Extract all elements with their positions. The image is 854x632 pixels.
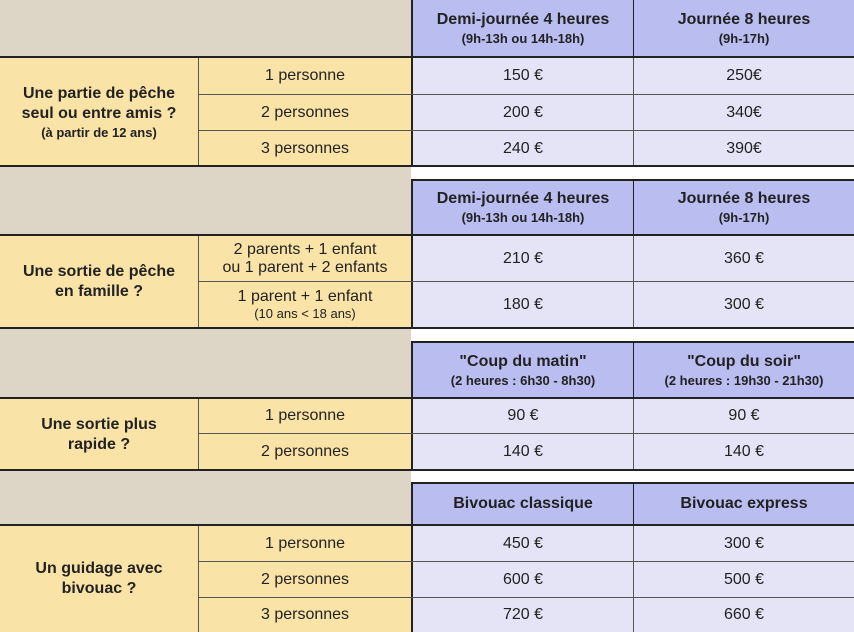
header-bivouac-classic [411, 482, 633, 524]
header-subtitle: (9h-17h) [718, 210, 770, 225]
category-line: Une partie de pêche [22, 84, 176, 102]
category-line: seul ou entre amis ? [21, 104, 177, 122]
option-label: 2 personnes [260, 103, 350, 121]
option-cell [199, 562, 411, 597]
price-value: 180 € [502, 295, 544, 313]
price-cell [411, 58, 633, 94]
price-cell [411, 399, 633, 433]
header-morning [411, 341, 633, 397]
header-subtitle: (9h-13h ou 14h-18h) [461, 210, 585, 225]
header-half-day [411, 0, 633, 57]
price-cell [633, 58, 854, 94]
price-cell [633, 282, 854, 327]
price-cell [411, 562, 633, 597]
price-value: 90 € [728, 407, 760, 424]
header-spacer [0, 0, 411, 57]
price-value: 250€ [726, 67, 762, 84]
header-spacer [0, 329, 411, 397]
header-title: Demi-journée 4 heures [436, 190, 610, 207]
price-cell [633, 434, 854, 469]
header-spacer [0, 471, 411, 524]
option-label: 2 personnes [260, 442, 350, 460]
header-title: Journée 8 heures [677, 190, 811, 207]
price-cell [633, 598, 854, 632]
category-line: Un guidage avec [35, 560, 163, 577]
header-full-day [633, 179, 854, 234]
price-value: 90 € [507, 407, 539, 424]
category-line: bivouac ? [61, 580, 137, 597]
price-value: 300 € [723, 534, 765, 552]
option-cell [199, 95, 411, 130]
option-note: (10 ans < 18 ans) [254, 305, 356, 321]
option-label: 1 personne [264, 407, 346, 424]
option-cell [199, 399, 411, 433]
pricing-section-family [0, 167, 854, 329]
header-title: Bivouac classique [453, 495, 593, 512]
header-title: Demi-journée 4 heures [436, 11, 610, 28]
header-title: Journée 8 heures [677, 11, 811, 28]
price-value: 150 € [502, 67, 544, 84]
price-cell [411, 95, 633, 130]
option-label: 2 parents + 1 enfant [233, 240, 377, 258]
header-subtitle: (9h-13h ou 14h-18h) [461, 31, 585, 46]
pricing-section-bivouac [0, 471, 854, 632]
category-line: Une sortie plus [41, 415, 157, 433]
header-evening [633, 341, 854, 397]
option-cell [199, 282, 411, 327]
header-subtitle: (2 heures : 19h30 - 21h30) [664, 372, 824, 388]
price-cell [411, 282, 633, 327]
header-bivouac-express [633, 482, 854, 524]
price-value: 450 € [502, 534, 544, 552]
price-value: 360 € [723, 249, 765, 267]
category-label [0, 399, 199, 470]
price-cell [411, 598, 633, 632]
option-label: ou 1 parent + 2 enfants [222, 258, 388, 276]
price-cell [411, 131, 633, 166]
price-value: 240 € [502, 139, 544, 157]
category-label [0, 236, 199, 328]
option-cell [199, 434, 411, 469]
pricing-section-solo [0, 0, 854, 167]
option-cell [199, 236, 411, 281]
price-cell [411, 526, 633, 561]
header-spacer [0, 167, 411, 234]
header-title: "Coup du soir" [687, 352, 801, 370]
price-value: 140 € [723, 442, 765, 460]
price-cell [411, 434, 633, 469]
header-title: Bivouac express [680, 495, 808, 512]
category-note: (à partir de 12 ans) [41, 124, 157, 140]
option-cell [199, 131, 411, 166]
option-label: 3 personnes [260, 606, 350, 623]
option-label: 2 personnes [260, 570, 350, 588]
price-value: 300 € [723, 295, 765, 313]
price-cell [633, 236, 854, 281]
price-cell [633, 95, 854, 130]
category-label [0, 526, 199, 632]
price-value: 210 € [502, 249, 544, 267]
price-cell [411, 236, 633, 281]
price-value: 140 € [502, 442, 544, 460]
price-value: 600 € [502, 570, 544, 588]
price-value: 660 € [723, 606, 765, 623]
option-label: 1 parent + 1 enfant [237, 287, 373, 305]
option-cell [199, 526, 411, 561]
pricing-section-quick [0, 329, 854, 471]
category-line: rapide ? [67, 435, 131, 453]
option-cell [199, 58, 411, 94]
option-label: 3 personnes [260, 139, 350, 157]
header-half-day [411, 179, 633, 234]
price-cell [633, 562, 854, 597]
category-line: Une sortie de pêche [22, 263, 176, 280]
price-cell [633, 526, 854, 561]
header-subtitle: (9h-17h) [718, 31, 770, 46]
price-value: 200 € [502, 103, 544, 121]
category-line: en famille ? [54, 283, 144, 300]
option-cell [199, 598, 411, 632]
category-label [0, 58, 199, 167]
header-full-day [633, 0, 854, 57]
price-value: 720 € [502, 606, 544, 623]
price-cell [633, 399, 854, 433]
price-cell [633, 131, 854, 166]
header-subtitle: (2 heures : 6h30 - 8h30) [450, 372, 596, 388]
header-title: "Coup du matin" [459, 352, 587, 370]
price-value: 500 € [723, 570, 765, 588]
option-label: 1 personne [264, 67, 346, 84]
price-value: 390€ [726, 139, 762, 157]
price-value: 340€ [726, 103, 762, 121]
option-label: 1 personne [264, 534, 346, 552]
